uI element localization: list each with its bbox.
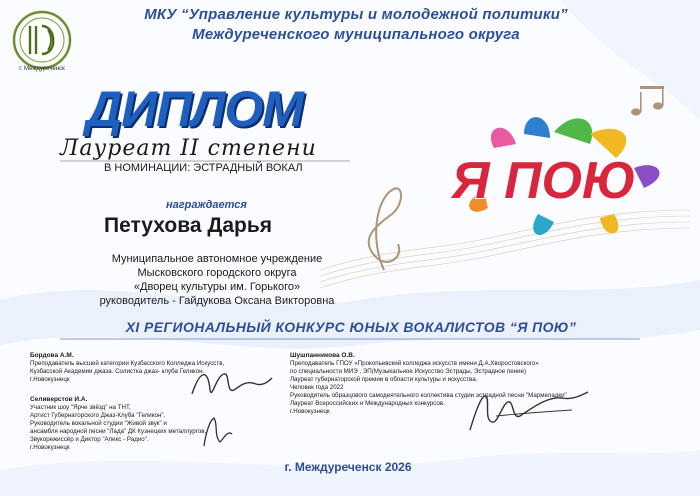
- judge-credential: Руководитель образцового самодеятельного коллектива студии эстрадной песни "Мармеладки": [290, 392, 567, 399]
- judge-credential: Участник шоу "Ярче звёзд" на ТНТ,: [30, 404, 131, 411]
- organization-line: руководитель - Гайдукова Оксана Викторовна: [99, 295, 335, 307]
- contest-divider: [60, 337, 640, 341]
- judge-city: г.Новокузнецк: [30, 444, 70, 451]
- header-organization: МКУ “Управление культуры и молодежной политики”: [144, 6, 568, 23]
- judge-credential: Преподаватель ГПОУ «Прокопьевский колледжа искусств имени Д.А.Хворостовского»: [290, 360, 539, 367]
- recipient-name: Петухова Дарья: [104, 214, 272, 237]
- contest-title: XI РЕГИОНАЛЬНЫЙ КОНКУРС ЮНЫХ ВОКАЛИСТОВ “Я ПОЮ”: [125, 319, 577, 335]
- judge-name: Бордова А.М.: [30, 352, 74, 359]
- recipient-organization: [62, 252, 372, 308]
- judge-credential: Руководитель вокальной студии "Живой звук" и: [30, 420, 167, 427]
- organization-line: Муниципальное автономное учреждение: [111, 253, 323, 265]
- signature-seliverstov: [196, 412, 246, 452]
- judge-credential: Лауреат Всероссийских и Международных конкурсов.: [290, 400, 445, 407]
- logo-caption: г. Междуреченск: [19, 66, 65, 72]
- signature-shushpannikova: [462, 386, 592, 440]
- judge-credential: Кузбасской Академии джаза. Солистка джаз- клуба Геликон.: [30, 368, 205, 375]
- city-year: г. Междуреченск 2026: [284, 460, 412, 474]
- signature-bordova: [186, 360, 276, 410]
- laureate-degree: Лауреат II степени: [60, 136, 317, 161]
- awarded-label: награждается: [166, 199, 247, 211]
- judge-credential: Преподаватель высшей категории Кузбасского Колледжа Искусств,: [30, 360, 225, 367]
- brand-logo-text: Я ПОЮ: [451, 152, 637, 210]
- judge-credential: по специальности МИЭ , ЭП(Музыкальное Искусство Эстрады, Эстрадное пение): [290, 368, 527, 375]
- judge-credential: Лауреат губернаторской премии в области культуры и искусства.: [290, 376, 478, 383]
- organization-line: Мысковского городского округа: [137, 267, 297, 279]
- judge-credential: Человек года 2022: [290, 384, 344, 391]
- judge-credential: ансамбля народной песни "Лада" ДК Кузнецких металлургов,: [30, 428, 207, 435]
- judge-credential: Артист Губернаторского Джаз-Клуба "Геликон",: [30, 412, 166, 419]
- judge-credential: Звукорежиссёр и Диктор "Апекс - Радио".: [30, 436, 149, 443]
- judge-name: Селиверстов И.А.: [30, 396, 88, 403]
- judge-name: Шушпанникова О.В.: [290, 352, 355, 359]
- organization-line: «Дворец культуры им. Горького»: [133, 281, 301, 293]
- brand-logo: [404, 112, 684, 242]
- nomination: В НОМИНАЦИИ: ЭСТРАДНЫЙ ВОКАЛ: [104, 162, 303, 174]
- header-municipality: Междуреченского муниципального округа: [192, 26, 520, 43]
- judge-city: г.Новокузнецк: [30, 376, 70, 383]
- judge-city: г.Новокузнецк: [290, 408, 330, 415]
- diploma-title: ДИПЛОМ: [86, 81, 303, 137]
